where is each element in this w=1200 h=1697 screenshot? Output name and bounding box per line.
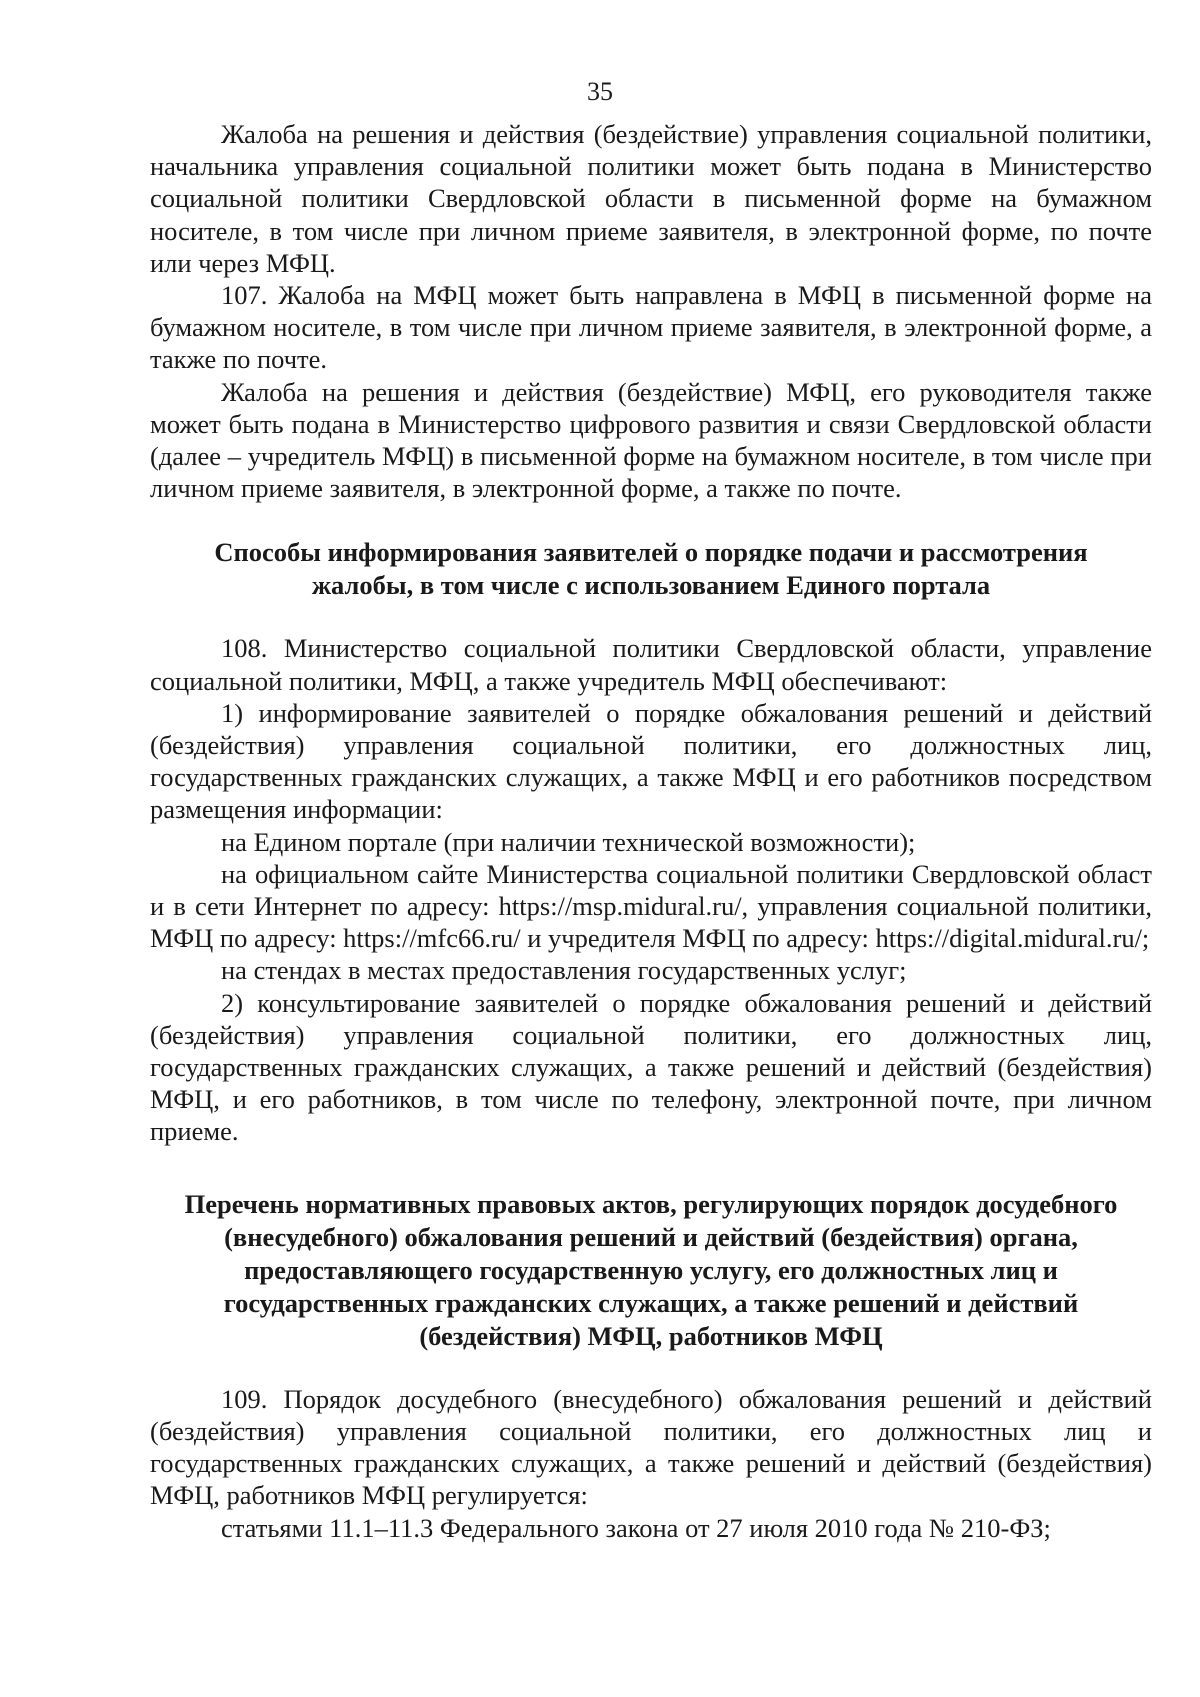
paragraph-109: 109. Порядок досудебного (внесудебного) обжалования решений и действий (бездействия) управления социальной политики, его должностных лиц и государственных гражданских служащих, а также решений и действий (бездействия) МФЦ, работников МФЦ регулируется: bbox=[150, 1383, 1152, 1511]
paragraph-107: 107. Жалоба на МФЦ может быть направлена в МФЦ в письменной форме на бумажном носителе, в том числе при личном приеме заявителя, в электронной форме, а также по почте. bbox=[150, 280, 1152, 375]
paragraph-108-item-1: 1) информирование заявителей о порядке обжалования решений и действий (бездействия) управления социальной политики, его должностных лиц, государственных гражданских служащих, а также МФЦ и его работников посредством размещения информации: bbox=[150, 697, 1152, 825]
page-number: 35 bbox=[587, 77, 613, 106]
paragraph-complaint-ministry: Жалоба на решения и действия (бездействие) управления социальной политики, начальника управления социальной политики может быть подана в Министерство социальной политики Свердловской области в письменной форме на бумажном носителе, в том числе при личном приеме заявителя, в электронной форме, по почте или через МФЦ. bbox=[150, 119, 1152, 278]
document-body bbox=[150, 118, 1152, 1544]
paragraph-official-sites: на официальном сайте Министерства социальной политики Свердловской области в сети Интернет по адресу: https://msp.midural.ru/, управления социальной политики, МФЦ по адресу: https://mfc66.ru/ и учредителя МФЦ по адресу: https://digital.midural.ru/; bbox=[150, 858, 1152, 954]
paragraph-unified-portal: на Едином портале (при наличии технической возможности); bbox=[221, 826, 916, 857]
paragraph-federal-law: статьями 11.1–11.3 Федерального закона от 27 июля 2010 года № 210-ФЗ; bbox=[221, 1512, 1051, 1543]
paragraph-108-item-2: 2) консультирование заявителей о порядке обжалования решений и действий (бездействия) управления социальной политики, его должностных лиц, государственных гражданских служащих, а также решений и действий (бездействия) МФЦ, и его работников, в том числе по телефону, электронной почте, при личном приеме. bbox=[150, 987, 1152, 1147]
section-heading-informing: Способы информирования заявителей о порядке подачи и рассмотрения жалобы, в том числе с использованием Единого портала bbox=[214, 537, 1088, 601]
paragraph-108: 108. Министерство социальной политики Свердловской области, управление социальной политики, МФЦ, а также учредитель МФЦ обеспечивают: bbox=[150, 633, 1152, 696]
paragraph-stands: на стендах в местах предоставления государственных услуг; bbox=[221, 955, 907, 986]
paragraph-complaint-mfc-head: Жалоба на решения и действия (бездействие) МФЦ, его руководителя также может быть подана в Министерство цифрового развития и связи Свердловской области (далее – учредитель МФЦ) в письменной форме на бумажном носителе, в том числе при личном приеме заявителя, в электронной форме, а также по почте. bbox=[150, 376, 1152, 504]
section-heading-legal-acts: Перечень нормативных правовых актов, регулирующих порядок досудебного (внесудебного) обжалования решений и действий (бездействия) органа, предоставляющего государственную услугу, его должностных лиц и государственных гражданских служащих, а также решений и действий (бездействия) МФЦ, работников МФЦ bbox=[184, 1188, 1118, 1351]
